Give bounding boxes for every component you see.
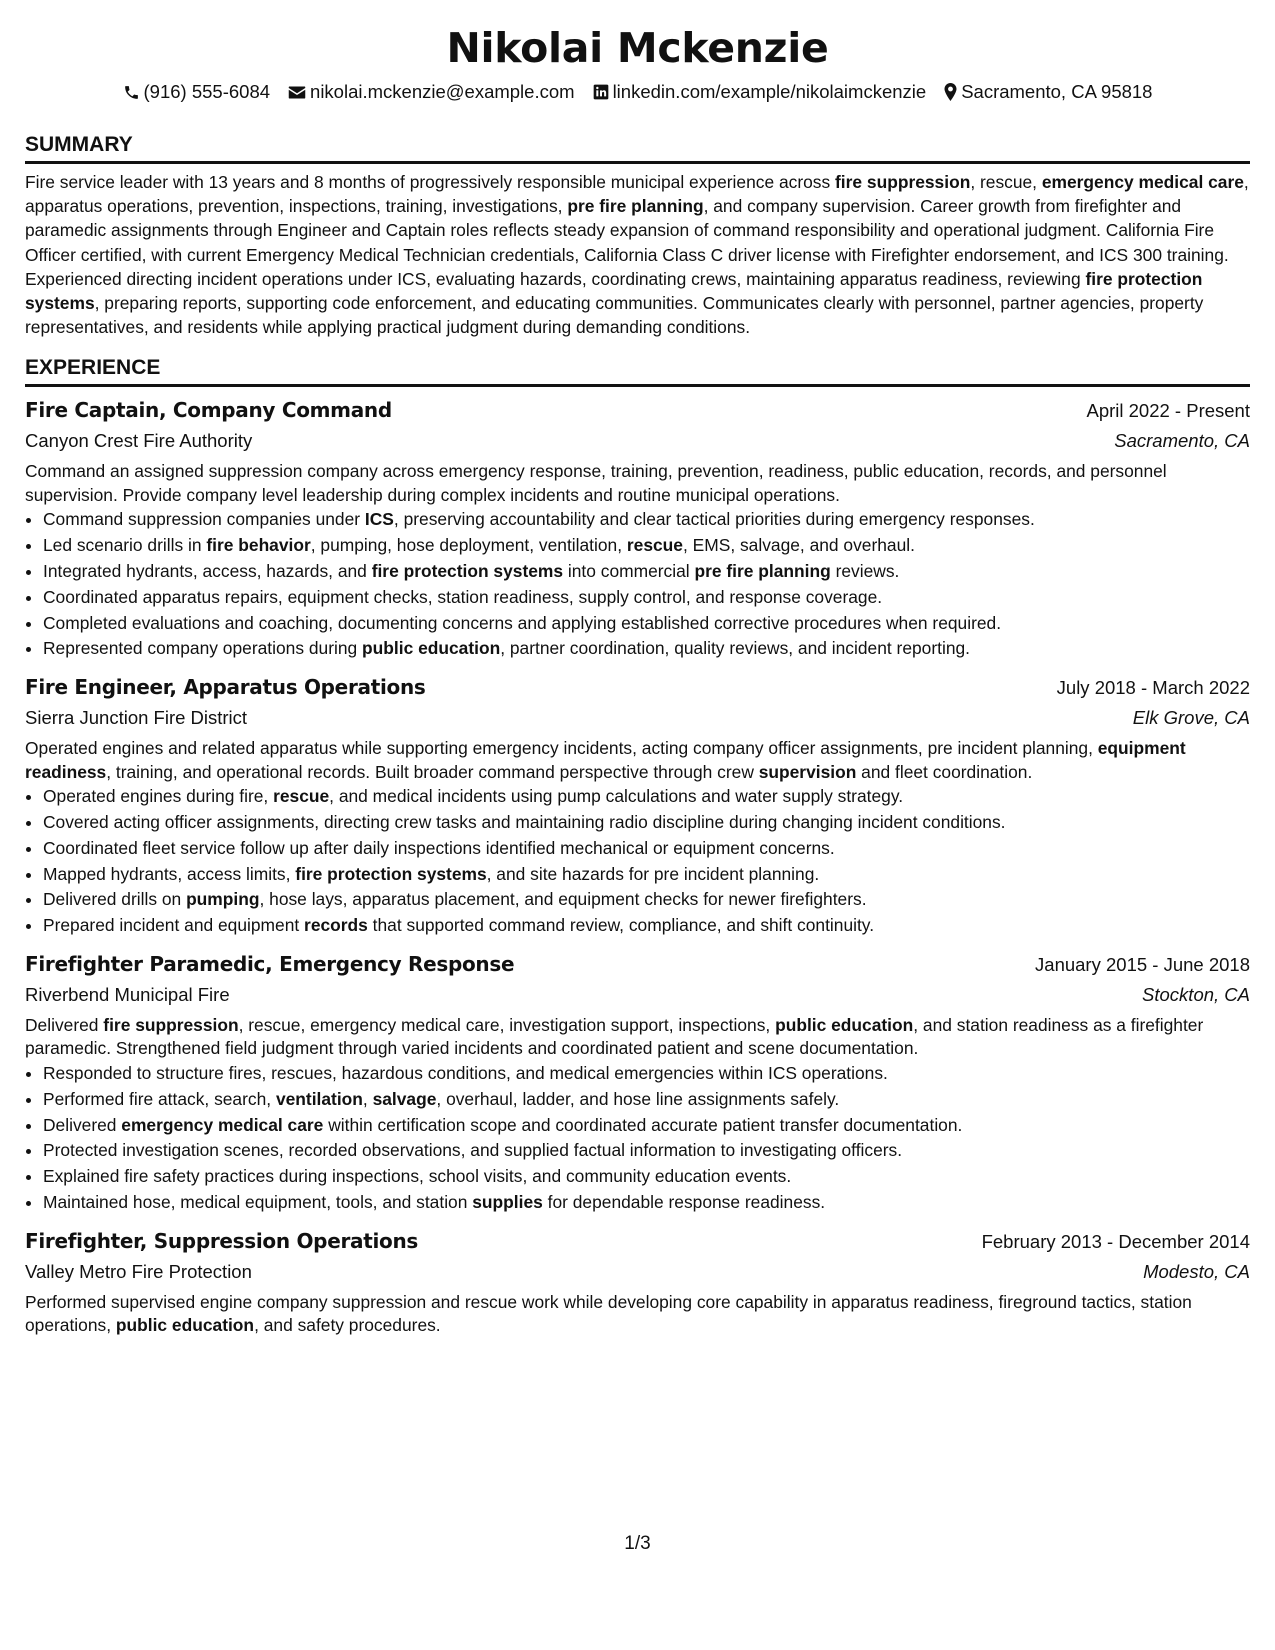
text-run: reviews. [830, 561, 900, 582]
summary-section [25, 132, 1250, 339]
bullet-item [43, 1164, 1250, 1190]
bullet-item [43, 1190, 1250, 1216]
text-run: Coordinated apparatus repairs, equipment checks, station readiness, supply control, and response coverage. [43, 586, 883, 607]
bullet-item [43, 636, 1250, 662]
text-run: , and company supervision. Career growth from firefighter and paramedic assignments through Engineer and Captain roles reflects steady expansion of command responsibility and operational judgment. California Fire Officer certified, with current Emergency Medical Technician credentials, California Class C driver license with Firefighter endorsement, and ICS 300 training. Experienced directing incident operations under ICS, evaluating hazards, coordinating crews, maintaining apparatus readiness, reviewing [25, 196, 1229, 289]
emphasized-text: emergency medical care [1041, 172, 1244, 192]
contact-bar [25, 80, 1250, 104]
contact-location [944, 80, 1152, 104]
job-title: Fire Engineer, Apparatus Operations [25, 675, 426, 700]
text-run: Led scenario drills in [43, 535, 207, 556]
job-bullets [25, 507, 1250, 662]
bullet-item [43, 611, 1250, 637]
job-location: Sacramento, CA [1114, 430, 1250, 452]
job-entry [25, 1226, 1250, 1338]
email-text: nikolai.mckenzie@example.com [310, 81, 575, 102]
job-entry [25, 672, 1250, 939]
resume-page [25, 22, 1250, 1338]
text-run: , training, and operational records. Built broader command perspective through crew [106, 761, 759, 782]
job-dates: January 2015 - June 2018 [1035, 953, 1250, 975]
job-description [25, 460, 1250, 507]
text-run: that supported command review, compliance, and shift continuity. [367, 915, 875, 936]
text-run: Fire service leader with 13 years and 8 months of progressively responsible municipal experience across [25, 172, 836, 192]
text-run: within certification scope and coordinated accurate patient transfer documentation. [323, 1114, 963, 1135]
text-run: into commercial [563, 561, 695, 582]
emphasized-text: fire suppression [103, 1014, 239, 1035]
job-title: Firefighter, Suppression Operations [25, 1228, 419, 1253]
text-run: , and site hazards for pre incident planning. [486, 863, 820, 884]
emphasized-text: records [304, 915, 368, 936]
bullet-item [43, 1061, 1250, 1087]
contact-email[interactable] [288, 80, 575, 104]
text-run: , and medical incidents using pump calculations and water supply strategy. [329, 786, 904, 807]
emphasized-text: public education [362, 638, 501, 659]
job-title: Firefighter Paramedic, Emergency Response [25, 951, 515, 976]
emphasized-text: rescue [273, 786, 330, 807]
job-title: Fire Captain, Company Command [25, 398, 392, 423]
job-company: Sierra Junction Fire District [25, 707, 248, 729]
bullet-item [43, 887, 1250, 913]
text-run: , rescue, [970, 172, 1042, 192]
summary-text [25, 170, 1250, 339]
envelope-icon [288, 85, 306, 100]
emphasized-text: supplies [472, 1191, 543, 1212]
bullet-item [43, 1087, 1250, 1113]
text-run: Delivered [43, 1114, 122, 1135]
job-dates: April 2022 - Present [1086, 400, 1250, 422]
summary-heading: SUMMARY [25, 132, 1250, 164]
bullet-item [43, 1138, 1250, 1164]
text-run: and fleet coordination. [856, 761, 1033, 782]
candidate-name: Nikolai Mckenzie [446, 24, 829, 72]
text-run: Coordinated fleet service follow up after daily inspections identified mechanical or equipment concerns. [43, 837, 835, 858]
bullet-item [43, 810, 1250, 836]
text-run: , preserving accountability and clear tactical priorities during emergency responses. [393, 509, 1035, 530]
text-run: Explained fire safety practices during inspections, school visits, and community education events. [43, 1166, 792, 1187]
experience-section [25, 355, 1250, 1337]
contact-linkedin[interactable] [593, 80, 927, 104]
text-run: Responded to structure fires, rescues, hazardous conditions, and medical emergencies within ICS operations. [43, 1062, 888, 1083]
job-description [25, 737, 1250, 784]
bullet-item [43, 507, 1250, 533]
emphasized-text: pre fire planning [694, 561, 831, 582]
text-run: , [362, 1088, 373, 1109]
text-run: Mapped hydrants, access limits, [43, 863, 296, 884]
emphasized-text: fire protection systems [371, 561, 564, 582]
emphasized-text: fire protection systems [295, 863, 487, 884]
text-run: Maintained hose, medical equipment, tools, and station [43, 1191, 473, 1212]
bullet-item [43, 913, 1250, 939]
emphasized-text: salvage [372, 1088, 437, 1109]
emphasized-text: fire behavior [206, 535, 311, 556]
text-run: Operated engines during fire, [43, 786, 274, 807]
bullet-item [43, 559, 1250, 585]
emphasized-text: fire suppression [835, 172, 971, 192]
emphasized-text: pre fire planning [567, 196, 704, 217]
text-run: Covered acting officer assignments, directing crew tasks and maintaining radio discipline during changing incident conditions. [43, 812, 1006, 832]
text-run: , EMS, salvage, and overhaul. [682, 535, 915, 556]
text-run: Protected investigation scenes, recorded observations, and supplied factual information to investigating officers. [43, 1140, 903, 1161]
job-entry [25, 395, 1250, 662]
text-run: Performed fire attack, search, [43, 1088, 276, 1109]
bullet-item [43, 862, 1250, 888]
text-run: , pumping, hose deployment, ventilation, [310, 535, 627, 556]
job-description [25, 1014, 1250, 1061]
job-location: Modesto, CA [1143, 1260, 1250, 1282]
job-location: Elk Grove, CA [1132, 707, 1250, 729]
text-run: , preparing reports, supporting code enforcement, and educating communities. Communicates clearly with personnel, partner agencies, property representatives, and residents while applying practical judgment during demanding conditions. [25, 293, 1204, 338]
text-run: Completed evaluations and coaching, documenting concerns and applying established corrective procedures when required. [43, 612, 1002, 633]
job-description [25, 1291, 1250, 1338]
text-run: Command an assigned suppression company across emergency response, training, prevention, readiness, public education, records, and personnel supervision. Provide company level leadership during complex incidents and routine municipal operations. [25, 461, 1167, 505]
linkedin-text: linkedin.com/example/nikolaimckenzie [612, 81, 927, 102]
text-run: Represented company operations during [43, 638, 363, 659]
text-run: Performed supervised engine company suppression and rescue work while developing core capability in apparatus readiness, fireground tactics, station operations, [25, 1291, 1192, 1336]
text-run: , and safety procedures. [254, 1315, 441, 1336]
job-location: Stockton, CA [1142, 983, 1250, 1005]
text-run: Prepared incident and equipment [43, 915, 305, 936]
emphasized-text: emergency medical care [121, 1114, 324, 1135]
emphasized-text: fire protection systems [25, 268, 1203, 314]
job-company: Canyon Crest Fire Authority [25, 430, 253, 452]
phone-text: (916) 555-6084 [143, 81, 271, 102]
emphasized-text: public education [775, 1014, 914, 1035]
experience-heading: EXPERIENCE [25, 355, 1250, 387]
emphasized-text: equipment readiness [25, 738, 1186, 782]
text-run: , and station readiness as a firefighter paramedic. Strengthened field judgment through varied incidents and coordinated patient and scene documentation. [25, 1014, 1204, 1059]
bullet-item [43, 836, 1250, 862]
location-text: Sacramento, CA 95818 [961, 81, 1153, 102]
text-run: Integrated hydrants, access, hazards, and [43, 561, 372, 582]
text-run: , overhaul, ladder, and hose line assignments safely. [436, 1088, 840, 1109]
job-bullets [25, 784, 1250, 939]
text-run: , partner coordination, quality reviews, and incident reporting. [500, 638, 971, 659]
job-company: Riverbend Municipal Fire [25, 983, 230, 1005]
bullet-item [43, 784, 1250, 810]
bullet-item [43, 1113, 1250, 1139]
page-number: 1/3 [624, 1533, 651, 1554]
emphasized-text: supervision [758, 761, 857, 782]
emphasized-text: ventilation [275, 1088, 363, 1109]
emphasized-text: public education [115, 1315, 255, 1336]
text-run: Operated engines and related apparatus while supporting emergency incidents, acting company officer assignments, pre incident planning, [25, 738, 1098, 759]
linkedin-icon [593, 84, 609, 100]
text-run: , rescue, emergency medical care, investigation support, inspections, [238, 1014, 776, 1035]
job-company: Valley Metro Fire Protection [25, 1260, 252, 1282]
bullet-item [43, 585, 1250, 611]
job-bullets [25, 1061, 1250, 1216]
text-run: Delivered [25, 1014, 104, 1035]
job-dates: February 2013 - December 2014 [981, 1230, 1250, 1252]
text-run: , hose lays, apparatus placement, and equipment checks for newer firefighters. [259, 889, 867, 910]
job-dates: July 2018 - March 2022 [1056, 677, 1250, 699]
text-run: , apparatus operations, prevention, inspections, training, investigations, [25, 172, 1249, 217]
phone-icon [123, 84, 140, 101]
bullet-item [43, 533, 1250, 559]
text-run: Command suppression companies under [43, 509, 365, 530]
emphasized-text: ICS [364, 509, 394, 530]
contact-phone[interactable] [123, 80, 271, 104]
job-entry [25, 949, 1250, 1216]
map-pin-icon [944, 83, 957, 101]
text-run: for dependable response readiness. [542, 1191, 826, 1212]
emphasized-text: rescue [626, 535, 683, 556]
emphasized-text: pumping [186, 889, 260, 910]
text-run: Delivered drills on [43, 889, 187, 910]
